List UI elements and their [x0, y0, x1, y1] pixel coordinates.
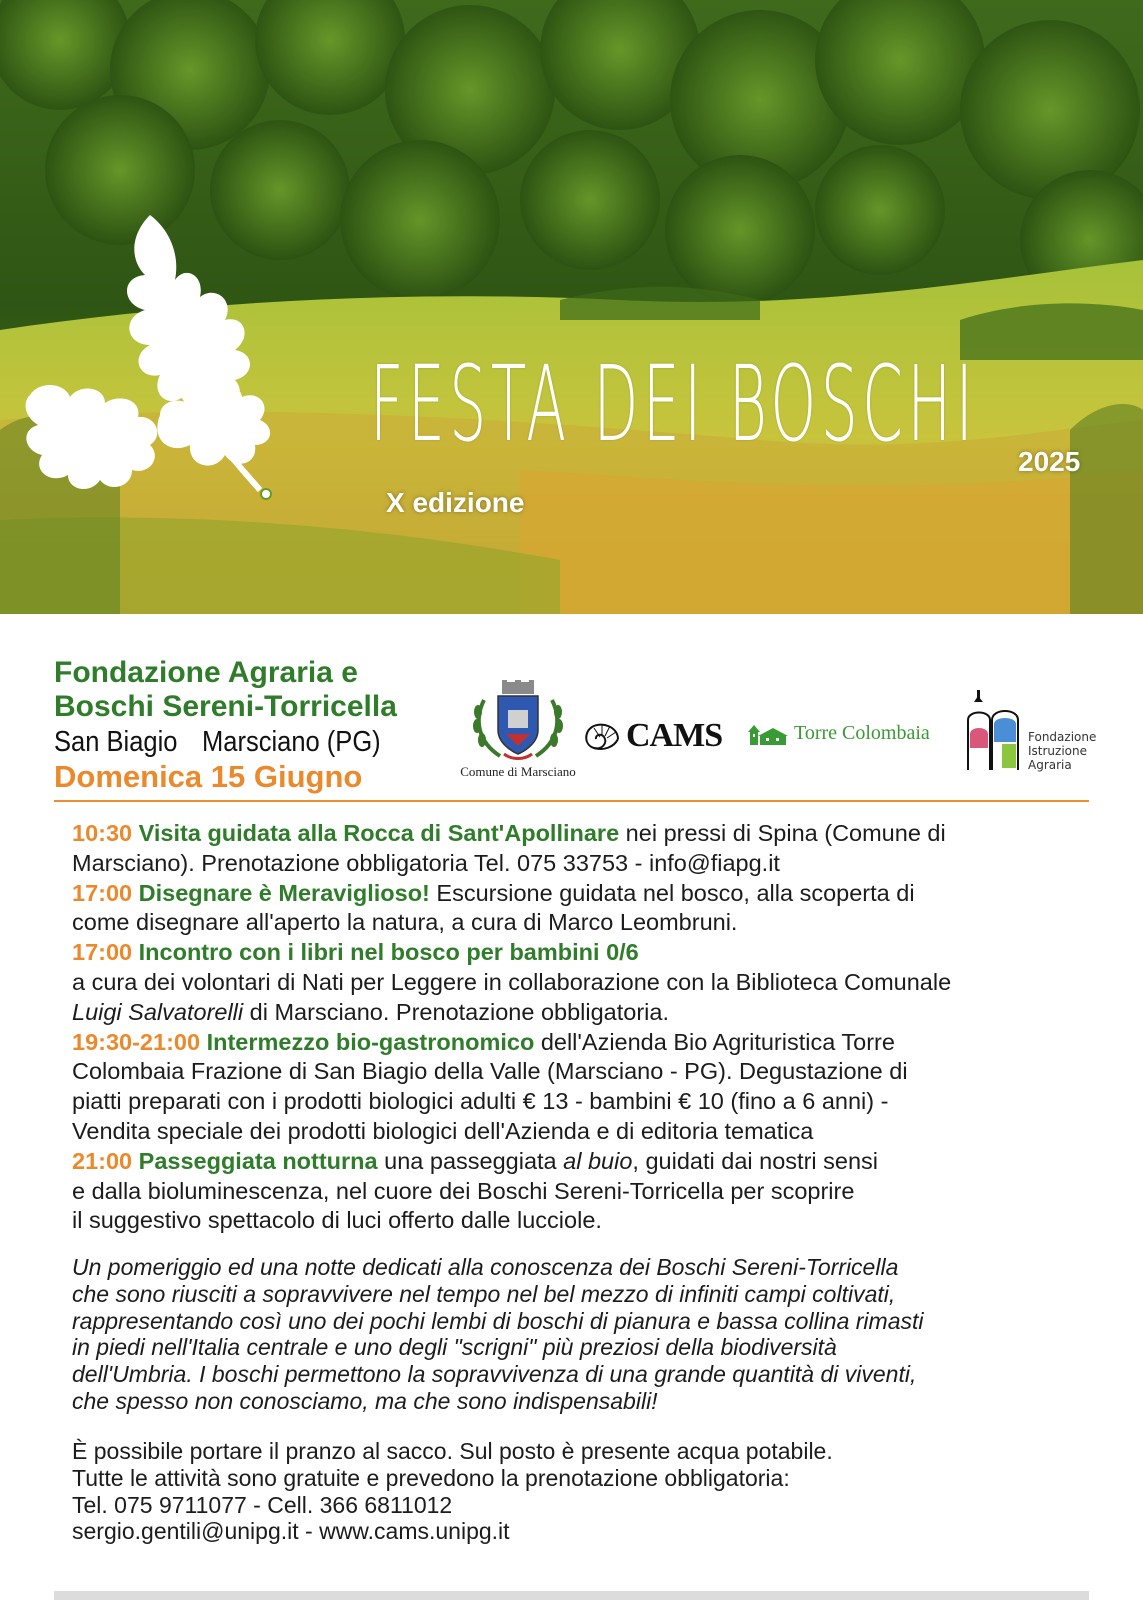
program-text-line: Colombaia Frazione di San Biagio della Valle (Marsciano - PG). Degustazione di	[72, 1058, 908, 1085]
program-text-line: a cura dei volontari di Nati per Leggere in collaborazione con la Biblioteca Comunale	[72, 968, 952, 995]
program-text-line: piatti preparati con i prodotti biologici adulti € 13 - bambini € 10 (fino a 6 anni) -	[72, 1088, 889, 1115]
location-town: Marsciano (PG)	[202, 726, 381, 758]
program-title: Incontro con i libri nel bosco per bambini 0/6	[138, 939, 639, 966]
bottom-bar	[54, 1591, 1089, 1600]
program-item-4	[72, 1028, 1082, 1058]
contact-phone: Tel. 075 9711077 - Cell. 366 6811012	[72, 1491, 453, 1518]
program-item-1	[72, 819, 1082, 849]
location-village: San Biagio	[54, 726, 178, 758]
description-line: Un pomeriggio ed una notte dedicati alla conoscenza dei Boschi Sereni-Torricella	[72, 1254, 899, 1280]
fondazione-istruzione-agraria-logo	[962, 690, 1096, 776]
program-item-2	[72, 879, 1082, 909]
program-text: una passeggiata	[377, 1147, 564, 1174]
program-text-line: il suggestivo spettacolo di luci offerto dalle lucciole.	[72, 1207, 602, 1234]
library-name: Luigi Salvatorelli	[72, 998, 244, 1025]
description-line: che sono riusciti a sopravvivere nel tempo nel bel mezzo di infiniti campi coltivati,	[72, 1280, 896, 1307]
torre-colombaia-logo	[748, 722, 930, 745]
info-line: Tutte le attività sono gratuite e prevedono la prenotazione obbligatoria:	[72, 1464, 790, 1491]
organizer-block	[54, 656, 405, 795]
event-program	[72, 819, 1082, 1236]
program-time: 21:00	[72, 1147, 133, 1174]
farmhouse-icon	[748, 723, 788, 745]
comune-marsciano-logo	[448, 680, 588, 780]
program-text: dell'Azienda Bio Agrituristica Torre	[534, 1028, 895, 1055]
event-date: Domenica 15 Giugno	[54, 759, 363, 794]
program-title: Intermezzo bio-gastronomico	[206, 1028, 535, 1055]
program-text: Escursione guidata nel bosco, alla scoperta di	[429, 879, 915, 906]
program-text-italic: al buio	[563, 1147, 633, 1174]
program-item-3	[72, 938, 1082, 968]
header-divider	[54, 800, 1089, 802]
program-text-line: e dalla bioluminescenza, nel cuore dei Boschi Sereni-Torricella per scoprire	[72, 1177, 855, 1204]
program-time: 17:00	[72, 939, 133, 966]
practical-info	[72, 1438, 1082, 1545]
event-title: FESTA DEI BOSCHI	[370, 343, 978, 465]
nautilus-shell-icon	[580, 719, 622, 753]
organizer-name-line2: Boschi Sereni-Torricella	[54, 690, 397, 723]
fia-text	[1028, 730, 1096, 772]
program-title: Passeggiata notturna	[138, 1147, 378, 1174]
torre-colombaia-text: Torre Colombaia	[794, 722, 930, 744]
coat-of-arms-icon	[448, 680, 588, 764]
event-edition: X edizione	[386, 487, 525, 518]
location-row	[54, 725, 405, 759]
program-text-line	[72, 998, 1082, 1028]
description-line: che spesso non conosciamo, ma che sono indispensabili!	[72, 1387, 658, 1414]
event-year: 2025	[1018, 446, 1081, 477]
program-text: di Marsciano. Prenotazione obbligatoria.	[243, 998, 669, 1025]
fia-text-line1: Fondazione	[1028, 730, 1097, 744]
contact-email-web[interactable]: sergio.gentili@unipg.it - www.cams.unipg.it	[72, 1518, 510, 1545]
description-line: rappresentando così uno dei pochi lembi di boschi di pianura e bassa collina rimasti	[72, 1307, 924, 1334]
info-line: È possibile portare il pranzo al sacco. Sul posto è presente acqua potabile.	[72, 1438, 833, 1464]
program-item-5	[72, 1147, 1082, 1177]
program-time: 10:30	[72, 820, 133, 846]
description-line: in piedi nell'Italia centrale e uno degli "scrigni" più preziosi della biodiversità	[72, 1334, 837, 1361]
fia-emblem-icon	[962, 690, 1024, 776]
program-time: 17:00	[72, 879, 133, 906]
program-text: nei pressi di Spina (Comune di	[619, 820, 946, 846]
organizer-name-line1: Fondazione Agraria e	[54, 656, 358, 689]
hero-banner	[0, 0, 1143, 614]
event-description	[72, 1254, 1082, 1415]
program-title: Disegnare è Meraviglioso!	[138, 879, 430, 906]
program-text-line: Marsciano). Prenotazione obbligatoria Tel. 075 33753 - info@fiapg.it	[72, 849, 780, 876]
description-line: dell'Umbria. I boschi permettono la sopravvivenza di una grande quantità di viventi,	[72, 1361, 917, 1388]
comune-marsciano-caption: Comune di Marsciano	[460, 764, 576, 779]
program-time: 19:30-21:00	[72, 1028, 201, 1055]
fia-text-line3: Agraria	[1028, 758, 1072, 772]
program-title: Visita guidata alla Rocca di Sant'Apollinare	[138, 820, 620, 846]
fia-text-line2: Istruzione	[1028, 744, 1087, 758]
program-text: , guidati dai nostri sensi	[632, 1147, 879, 1174]
cams-logo	[580, 716, 722, 756]
program-text-line: Vendita speciale dei prodotti biologici dell'Azienda e di editoria tematica	[72, 1117, 814, 1144]
program-text-line: come disegnare all'aperto la natura, a cura di Marco Leombruni.	[72, 909, 738, 936]
oak-leaf-logo	[10, 205, 300, 515]
cams-logo-text: CAMS	[626, 717, 723, 754]
